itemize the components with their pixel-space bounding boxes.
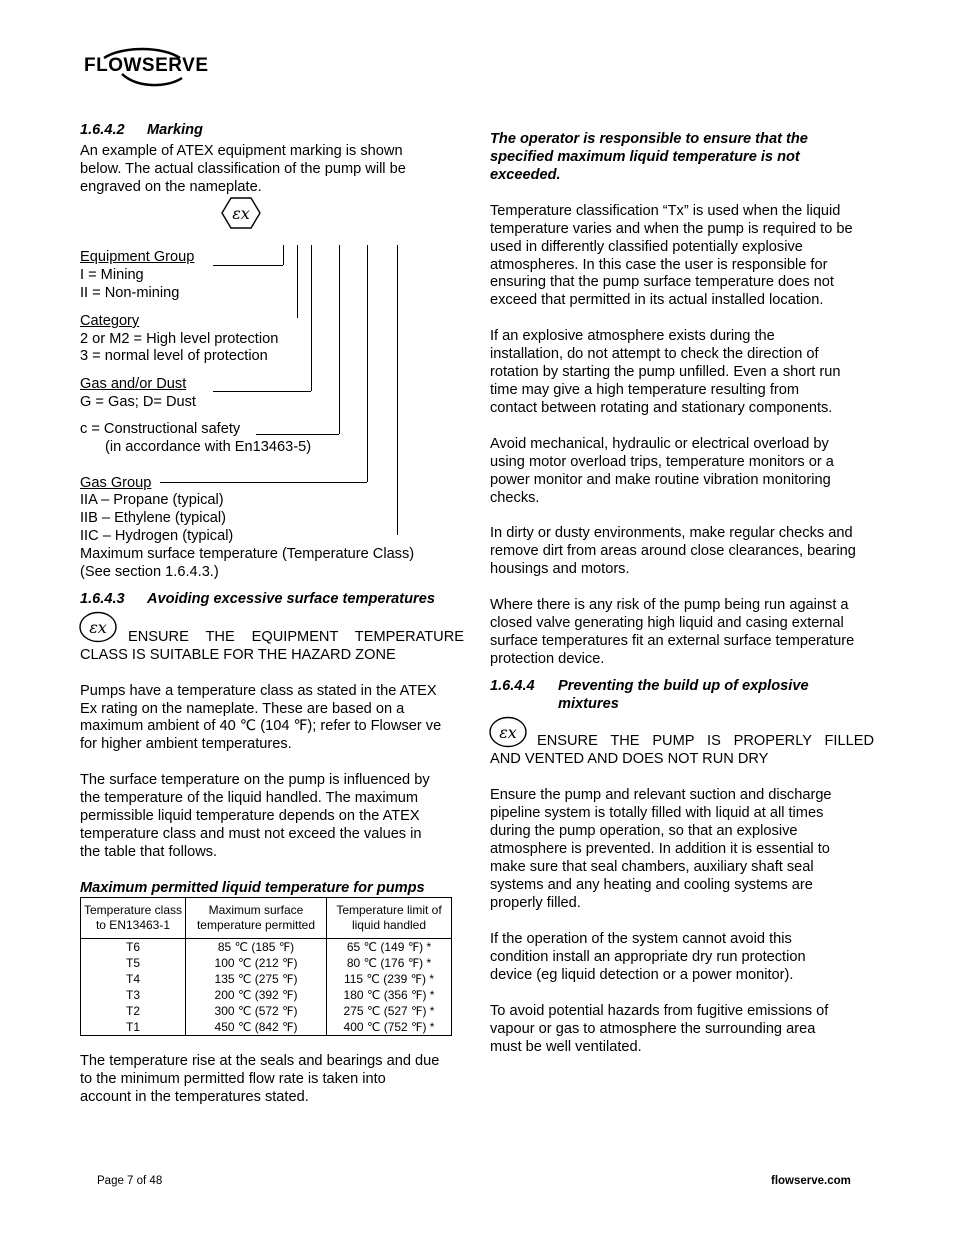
ex-symbol-icon xyxy=(221,197,261,229)
section-1-6-4-3-title: Avoiding excessive surface temperatures xyxy=(147,591,435,607)
ensure-filled-line-2: AND VENTED AND DOES NOT RUN DRY xyxy=(490,751,769,767)
surface-temp-p2-l2: the temperature of the liquid handled. The maximum xyxy=(80,790,419,806)
section-1-6-4-2-title: Marking xyxy=(147,122,203,138)
overload-p3-l4: checks. xyxy=(490,490,540,506)
category-1: 2 or M2 = High level protection xyxy=(80,331,279,347)
label-equipment-group: Equipment Group xyxy=(80,249,195,265)
closed-valve-p5-l4: protection device. xyxy=(490,651,605,667)
gas-group-3: IIC – Hydrogen (typical) xyxy=(80,528,234,544)
explosive-p2-l3: rotation by starting the pump unfilled. Even a short run xyxy=(490,364,841,380)
max-temp-1: Maximum surface temperature (Temperature Class) xyxy=(80,546,415,562)
tx-p1-l4: atmospheres. In this case the user is responsible for xyxy=(490,257,828,273)
surface-temp-p2-l5: the table that follows. xyxy=(80,844,218,860)
header-temp-class: Temperature class to EN13463-1 xyxy=(81,898,186,939)
temp-class-p1-l1: Pumps have a temperature class as stated in the ATEX xyxy=(80,683,437,699)
header-liquid-limit: Temperature limit of liquid handled xyxy=(327,898,452,939)
equipment-group-2: II = Non-mining xyxy=(80,285,180,301)
constructional-2: (in accordance with En13463-5) xyxy=(105,439,312,455)
overload-p3-l3: power monitor and make routine vibration monitoring xyxy=(490,472,831,488)
col-max-surface: 85 ℃ (185 ℉) 100 ℃ (212 ℉) 135 ℃ (275 ℉) 200 ℃ (392 ℉) 300 ℃ (572 ℉) 450 ℃ (842 ℉) xyxy=(186,939,327,1036)
flowserve-logo xyxy=(82,44,209,88)
ex-warning-icon xyxy=(79,611,119,643)
operator-warning-l1: The operator is responsible to ensure that the xyxy=(490,131,808,147)
ensure-filled-line-1: ENSURE THE PUMP IS PROPERLY FILLED xyxy=(537,733,874,749)
gas-group-2: IIB – Ethylene (typical) xyxy=(80,510,227,526)
dry-run-p7-l3: device (eg liquid detection or a power monitor). xyxy=(490,967,794,983)
temp-class-p1-l2: Ex rating on the nameplate. These are based on a xyxy=(80,701,405,717)
svg-text:εx: εx xyxy=(499,723,517,742)
surface-temp-p2-l3: permissible liquid temperature depends on the ATEX xyxy=(80,808,420,824)
filled-p6-l7: properly filled. xyxy=(490,895,581,911)
dry-run-p7-l1: If the operation of the system cannot avoid this xyxy=(490,931,792,947)
leader-equipment-group xyxy=(213,265,283,266)
closed-valve-p5-l1: Where there is any risk of the pump being run against a xyxy=(490,597,849,613)
explosive-p2-l2: installation, do not attempt to check the direction of xyxy=(490,346,819,362)
closed-valve-p5-l3: surface temperatures fit an external surface temperature xyxy=(490,633,855,649)
svg-text:εx: εx xyxy=(232,204,250,223)
gas-group-1: IIA – Propane (typical) xyxy=(80,492,224,508)
footer-site: flowserve.com xyxy=(771,1175,851,1187)
gas-dust-1: G = Gas; D= Dust xyxy=(80,394,196,410)
label-gas-group: Gas Group xyxy=(80,475,152,491)
operator-warning-l2: specified maximum liquid temperature is not xyxy=(490,149,800,165)
col-liquid-limit: 65 ℃ (149 ℉) * 80 ℃ (176 ℉) * 115 ℃ (239 ℉) * 180 ℃ (356 ℉) * 275 ℃ (527 ℉) * 400 ℃ (752 ℉) * xyxy=(327,939,452,1036)
category-2: 3 = normal level of protection xyxy=(80,348,268,364)
temp-rise-l1: The temperature rise at the seals and bearings and due xyxy=(80,1053,440,1069)
section-1-6-4-4-title-2: mixtures xyxy=(558,696,619,712)
closed-valve-p5-l2: closed valve generating high liquid and casing external xyxy=(490,615,844,631)
dry-run-p7-l2: condition install an appropriate dry run protection xyxy=(490,949,806,965)
explosive-p2-l5: contact between rotating and stationary components. xyxy=(490,400,833,416)
dirty-p4-l1: In dirty or dusty environments, make regular checks and xyxy=(490,525,853,541)
fugitive-p8-l2: vapour or gas to atmosphere the surrounding area xyxy=(490,1021,816,1037)
surface-temp-p2-l4: temperature class and must not exceed the values in xyxy=(80,826,422,842)
tx-p1-l2: temperature varies and when the pump is required to be xyxy=(490,221,853,237)
filled-p6-l4: atmosphere is prevented. In addition it is essential to xyxy=(490,841,830,857)
line-equipment-group xyxy=(283,245,284,265)
tx-p1-l1: Temperature classification “Tx” is used when the liquid xyxy=(490,203,841,219)
dirty-p4-l3: housings and motors. xyxy=(490,561,630,577)
table-header-row xyxy=(81,898,452,939)
svg-text:εx: εx xyxy=(89,618,107,637)
operator-warning-l3: exceeded. xyxy=(490,167,561,183)
table-caption: Maximum permitted liquid temperature for pumps xyxy=(80,880,425,896)
filled-p6-l2: pipeline system is totally filled with liquid at all times xyxy=(490,805,824,821)
ensure-temp-line-2: CLASS IS SUITABLE FOR THE HAZARD ZONE xyxy=(80,647,396,663)
page-number: Page 7 of 48 xyxy=(97,1175,163,1187)
line-category xyxy=(297,245,298,318)
leader-gas-dust xyxy=(213,391,311,392)
filled-p6-l1: Ensure the pump and relevant suction and discharge xyxy=(490,787,832,803)
line-max-temp xyxy=(397,245,398,535)
line-constructional xyxy=(339,245,340,434)
tx-p1-l3: used in differently classified potentially explosive xyxy=(490,239,803,255)
surface-temp-p2-l1: The surface temperature on the pump is influenced by xyxy=(80,772,430,788)
max-temp-2: (See section 1.6.4.3.) xyxy=(80,564,219,580)
explosive-p2-l1: If an explosive atmosphere exists during the xyxy=(490,328,775,344)
filled-p6-l3: during the pump operation, so that an explosive xyxy=(490,823,798,839)
section-1-6-4-3-number: 1.6.4.3 xyxy=(80,591,125,607)
col-temp-class: T6 T5 T4 T3 T2 T1 xyxy=(81,939,186,1036)
explosive-p2-l4: time may give a high temperature resulting from xyxy=(490,382,800,398)
label-gas-dust: Gas and/or Dust xyxy=(80,376,187,392)
overload-p3-l2: using motor overload trips, temperature monitors or a xyxy=(490,454,834,470)
overload-p3-l1: Avoid mechanical, hydraulic or electrical overload by xyxy=(490,436,829,452)
dirty-p4-l2: remove dirt from areas around close clearances, bearing xyxy=(490,543,856,559)
header-max-surface: Maximum surface temperature permitted xyxy=(186,898,327,939)
section-1-6-4-4-title-1: Preventing the build up of explosive xyxy=(558,678,809,694)
temp-rise-l3: account in the temperatures stated. xyxy=(80,1089,309,1105)
leader-constructional xyxy=(256,434,339,435)
temp-rise-l2: to the minimum permitted flow rate is taken into xyxy=(80,1071,386,1087)
logo-text: FLOWSERVE xyxy=(84,55,209,76)
temperature-table xyxy=(80,897,452,1036)
intro-line-1: An example of ATEX equipment marking is shown xyxy=(80,143,403,159)
section-1-6-4-2-number: 1.6.4.2 xyxy=(80,122,125,138)
tx-p1-l5: ensuring that the pump surface temperature does not xyxy=(490,274,834,290)
equipment-group-1: I = Mining xyxy=(80,267,144,283)
temp-class-p1-l4: for higher ambient temperatures. xyxy=(80,736,292,752)
label-category: Category xyxy=(80,313,140,329)
section-1-6-4-4-number: 1.6.4.4 xyxy=(490,678,535,694)
leader-gas-group xyxy=(160,482,367,483)
line-gas-group xyxy=(367,245,368,482)
ex-warning-icon-2 xyxy=(489,716,529,748)
fugitive-p8-l3: must be well ventilated. xyxy=(490,1039,642,1055)
line-gas-dust xyxy=(311,245,312,391)
intro-line-3: engraved on the nameplate. xyxy=(80,179,262,195)
filled-p6-l6: systems and any heating and cooling systems are xyxy=(490,877,813,893)
intro-line-2: below. The actual classification of the pump will be xyxy=(80,161,406,177)
table-body-row xyxy=(81,939,452,1036)
temp-class-p1-l3: maximum ambient of 40 ℃ (104 ℉); refer to Flowser ve xyxy=(80,718,442,734)
constructional-1: c = Constructional safety xyxy=(80,421,241,437)
fugitive-p8-l1: To avoid potential hazards from fugitive emissions of xyxy=(490,1003,829,1019)
ensure-temp-line-1: ENSURE THE EQUIPMENT TEMPERATURE xyxy=(128,629,464,645)
tx-p1-l6: exceed that permitted in its actual installed location. xyxy=(490,292,824,308)
filled-p6-l5: make sure that seal chambers, auxiliary shaft seal xyxy=(490,859,814,875)
